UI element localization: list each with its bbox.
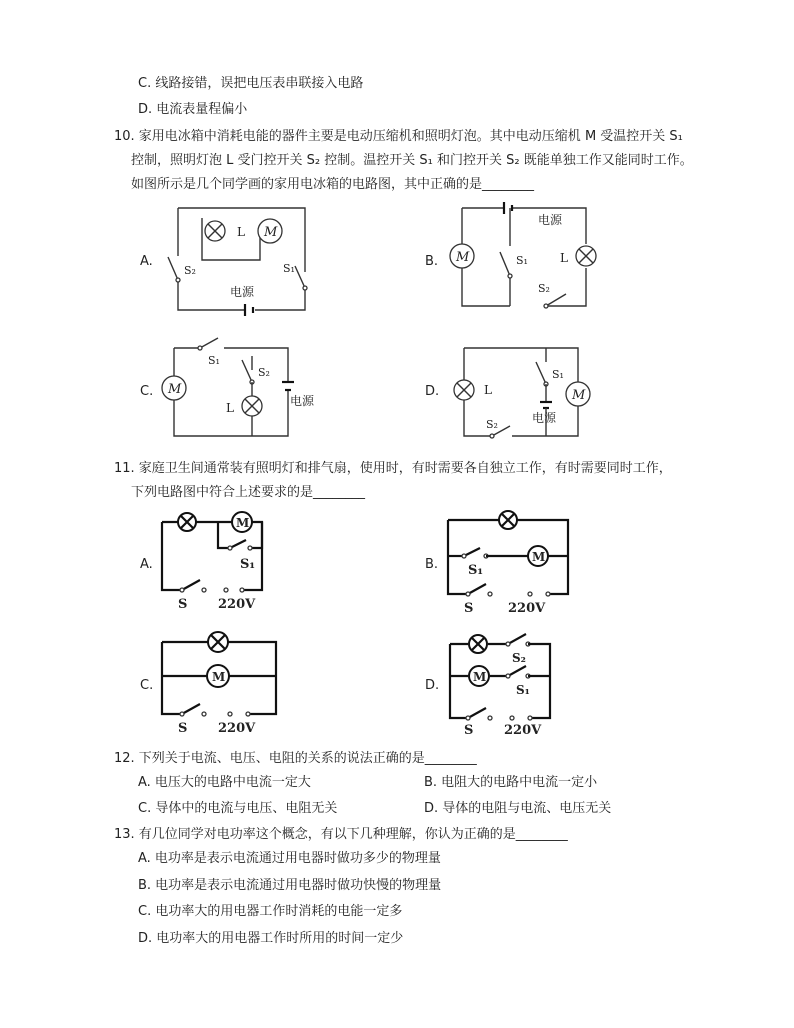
motor-label: M bbox=[572, 388, 586, 403]
lamp-icon bbox=[242, 396, 262, 416]
motor-label: M bbox=[473, 670, 487, 684]
s-label: S bbox=[464, 723, 474, 738]
motor-label: M bbox=[236, 516, 250, 530]
q10-label-d: D. bbox=[425, 384, 440, 399]
s2-label: S₂ bbox=[538, 282, 550, 295]
q11-label-d: D. bbox=[425, 678, 440, 693]
q12-option-a: A. 电压大的电路中电流一定大 bbox=[138, 775, 311, 790]
source-label: 电源 bbox=[538, 213, 563, 227]
motor-icon bbox=[566, 382, 590, 406]
q11-circuit-a bbox=[160, 508, 290, 618]
source-label: 电源 bbox=[230, 285, 255, 299]
lamp-label: L bbox=[226, 401, 234, 415]
voltage-label: 220V bbox=[218, 721, 256, 736]
q12-option-d: D. 导体的电阻与电流、电压无关 bbox=[424, 801, 612, 816]
q10-stem-line1: 10. 家用电冰箱中消耗电能的器件主要是电动压缩机和照明灯泡。其中电动压缩机 M 受温控开关 S₁ bbox=[114, 129, 683, 144]
q10-label-a: A. bbox=[140, 254, 153, 269]
q13-option-a: A. 电功率是表示电流通过用电器时做功多少的物理量 bbox=[138, 851, 441, 866]
q13-option-b: B. 电功率是表示电流通过用电器时做功快慢的物理量 bbox=[138, 878, 442, 893]
source-label: 电源 bbox=[290, 394, 315, 408]
voltage-label: 220V bbox=[218, 597, 256, 612]
voltage-label: 220V bbox=[504, 723, 542, 738]
q11-stem-line2: 下列电路图中符合上述要求的是________ bbox=[131, 485, 366, 500]
q11-circuit-b bbox=[446, 508, 576, 618]
motor-icon bbox=[469, 666, 489, 686]
motor-label: M bbox=[456, 250, 470, 265]
motor-icon bbox=[232, 512, 252, 532]
q9-option-d: D. 电流表量程偏小 bbox=[138, 102, 248, 117]
q13-option-d: D. 电功率大的用电器工作时所用的时间一定少 bbox=[138, 931, 404, 946]
q10-circuit-b bbox=[446, 200, 616, 320]
motor-icon bbox=[450, 244, 474, 268]
s1-label: S₁ bbox=[516, 254, 528, 267]
s-label: S bbox=[464, 601, 474, 616]
motor-icon bbox=[528, 546, 548, 566]
s1-label: S₁ bbox=[516, 683, 530, 697]
q10-circuit-d bbox=[446, 336, 616, 456]
s1-label: S₁ bbox=[468, 563, 484, 578]
lamp-label: L bbox=[237, 225, 245, 239]
q10-stem-line2: 控制，照明灯泡 L 受门控开关 S₂ 控制。温控开关 S₁ 和门控开关 S₂ 既能单独工作又能同时工作。 bbox=[131, 153, 693, 168]
q11-label-c: C. bbox=[140, 678, 154, 693]
motor-icon bbox=[258, 219, 282, 243]
s-label: S bbox=[178, 721, 188, 736]
s2-label: S₂ bbox=[512, 651, 526, 665]
s1-label: S₁ bbox=[283, 262, 295, 275]
q11-circuit-c bbox=[160, 628, 290, 738]
motor-label: M bbox=[264, 225, 278, 240]
lamp-icon bbox=[208, 632, 228, 652]
s2-label: S₂ bbox=[258, 366, 270, 379]
motor-label: M bbox=[532, 550, 546, 564]
q13-stem: 13. 有几位同学对电功率这个概念，有以下几种理解，你认为正确的是________ bbox=[114, 827, 568, 842]
q9-option-c: C. 线路接错，误把电压表串联接入电路 bbox=[138, 76, 364, 91]
q12-option-c: C. 导体中的电流与电压、电阻无关 bbox=[138, 801, 338, 816]
lamp-icon bbox=[576, 246, 596, 266]
lamp-icon bbox=[205, 221, 225, 241]
q13-option-c: C. 电功率大的用电器工作时消耗的电能一定多 bbox=[138, 904, 403, 919]
q11-circuit-d bbox=[446, 628, 576, 738]
q11-label-b: B. bbox=[425, 557, 439, 572]
q10-stem-line3: 如图所示是几个同学画的家用电冰箱的电路图，其中正确的是________ bbox=[131, 177, 535, 192]
lamp-icon bbox=[469, 635, 487, 653]
source-label: 电源 bbox=[532, 411, 557, 425]
lamp-icon bbox=[499, 511, 517, 529]
voltage-label: 220V bbox=[508, 601, 546, 616]
motor-label: M bbox=[212, 670, 226, 684]
s1-label: S₁ bbox=[208, 354, 220, 367]
s2-label: S₂ bbox=[486, 418, 498, 431]
lamp-label: L bbox=[484, 383, 492, 397]
s2-label: S₂ bbox=[184, 264, 196, 277]
lamp-label: L bbox=[560, 251, 568, 265]
motor-icon bbox=[207, 665, 229, 687]
q10-circuit-c bbox=[160, 330, 330, 450]
motor-icon bbox=[162, 376, 186, 400]
s1-label: S₁ bbox=[552, 368, 564, 381]
lamp-icon bbox=[178, 513, 196, 531]
s-label: S bbox=[178, 597, 188, 612]
q12-stem: 12. 下列关于电流、电压、电阻的关系的说法正确的是________ bbox=[114, 751, 477, 766]
q11-stem-line1: 11. 家庭卫生间通常装有照明灯和排气扇，使用时，有时需要各自独立工作，有时需要同时工作， bbox=[114, 461, 672, 476]
q11-label-a: A. bbox=[140, 557, 153, 572]
q12-option-b: B. 电阻大的电路中电流一定小 bbox=[424, 775, 598, 790]
lamp-icon bbox=[454, 380, 474, 400]
q10-label-b: B. bbox=[425, 254, 439, 269]
q10-circuit-a bbox=[160, 200, 330, 320]
q10-label-c: C. bbox=[140, 384, 154, 399]
motor-label: M bbox=[168, 382, 182, 397]
s1-label: S₁ bbox=[240, 557, 256, 572]
